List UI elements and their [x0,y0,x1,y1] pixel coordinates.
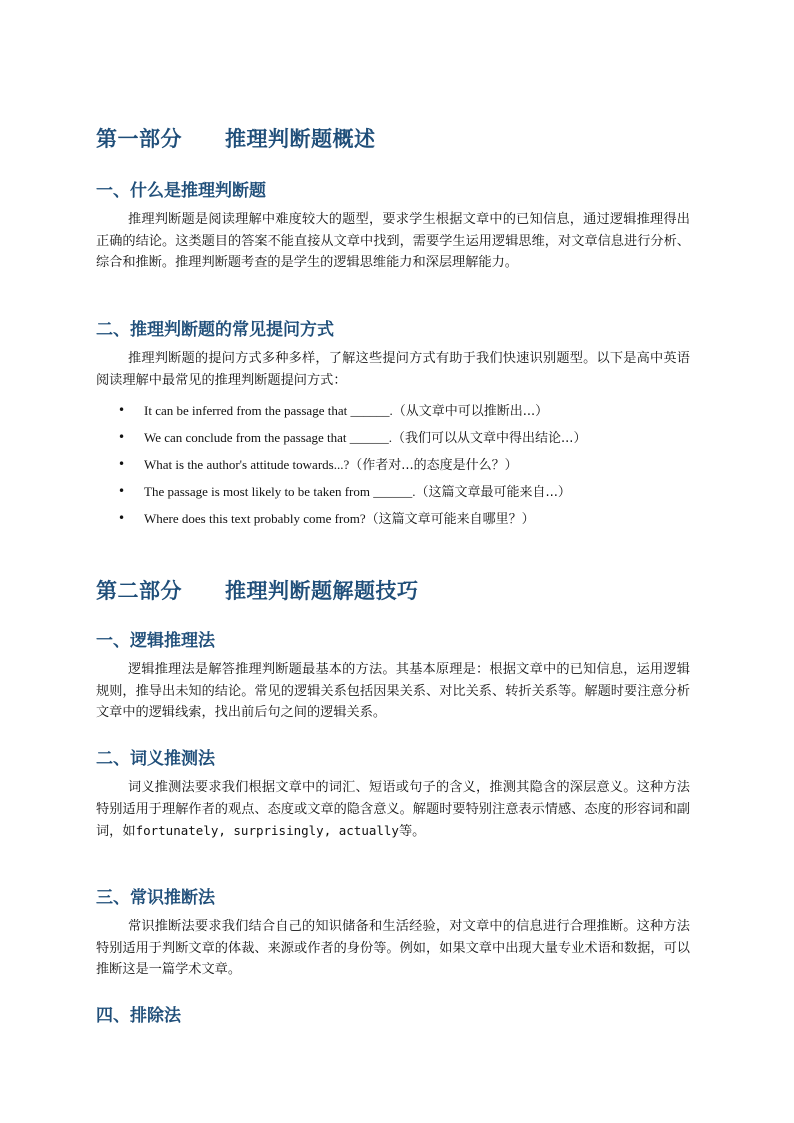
part2-section4-heading: 四、排除法 [96,1006,181,1026]
part1-section1-heading: 一、什么是推理判断题 [96,181,266,201]
list-item: • Where does this text probably come from?（这篇文章可能来自哪里？） [96,508,690,530]
bullet-icon: • [118,403,126,417]
part2-section3-paragraph: 常识推断法要求我们结合自己的知识储备和生活经验，对文章中的信息进行合理推断。这种方法特别适用于判断文章的体裁、来源或作者的身份等。例如，如果文章中出现大量专业术语和数据，可以推断这是一篇学术文章。 [96,919,690,977]
part2-section1-paragraph: 逻辑推理法是解答推理判断题最基本的方法。其基本原理是：根据文章中的已知信息，运用逻辑规则，推导出未知的结论。常见的逻辑关系包括因果关系、对比关系、转折关系等。解题时要注意分析文章中的逻辑线索，找出前后句之间的逻辑关系。 [96,662,690,720]
example-words: fortunately, surprisingly, actually [135,823,399,838]
part2-section2-paragraph: 词义推测法要求我们根据文章中的词汇、短语或句子的含义，推测其隐含的深层意义。这种方法特别适用于理解作者的观点、态度或文章的隐含意义。解题时要特别注意表示情感、态度的形容词和副词，如fortunately, surprisingly, actually等。 [96,780,690,839]
part1-section2-heading: 二、推理判断题的常见提问方式 [96,320,334,340]
list-item: • We can conclude from the passage that ______.（我们可以从文章中得出结论...） [96,427,690,449]
bullet-icon: • [118,430,126,444]
part1-section2-paragraph: 推理判断题的提问方式多种多样，了解这些提问方式有助于我们快速识别题型。以下是高中英语阅读理解中最常见的推理判断题提问方式： [96,351,690,388]
part1-section1-paragraph: 推理判断题是阅读理解中难度较大的题型，要求学生根据文章中的已知信息，通过逻辑推理得出正确的结论。这类题目的答案不能直接从文章中找到，需要学生运用逻辑思维，对文章信息进行分析、综合和推断。推理判断题考查的是学生的逻辑思维能力和深层理解能力。 [96,212,690,270]
part2-title: 第二部分 推理判断题解题技巧 [96,579,419,603]
list-item: • What is the author's attitude towards...?（作者对...的态度是什么？） [96,454,690,476]
bullet-icon: • [118,484,126,498]
part2-section1-heading: 一、逻辑推理法 [96,631,215,651]
question-forms-list [96,400,690,535]
list-item: • The passage is most likely to be taken from ______.（这篇文章最可能来自...） [96,481,690,503]
part2-section3-heading: 三、常识推断法 [96,888,215,908]
part1-title: 第一部分 推理判断题概述 [96,127,376,151]
list-item: • It can be inferred from the passage that ______.（从文章中可以推断出...） [96,400,690,422]
part2-section2-heading: 二、词义推测法 [96,749,215,769]
bullet-icon: • [118,511,126,525]
bullet-icon: • [118,457,126,471]
